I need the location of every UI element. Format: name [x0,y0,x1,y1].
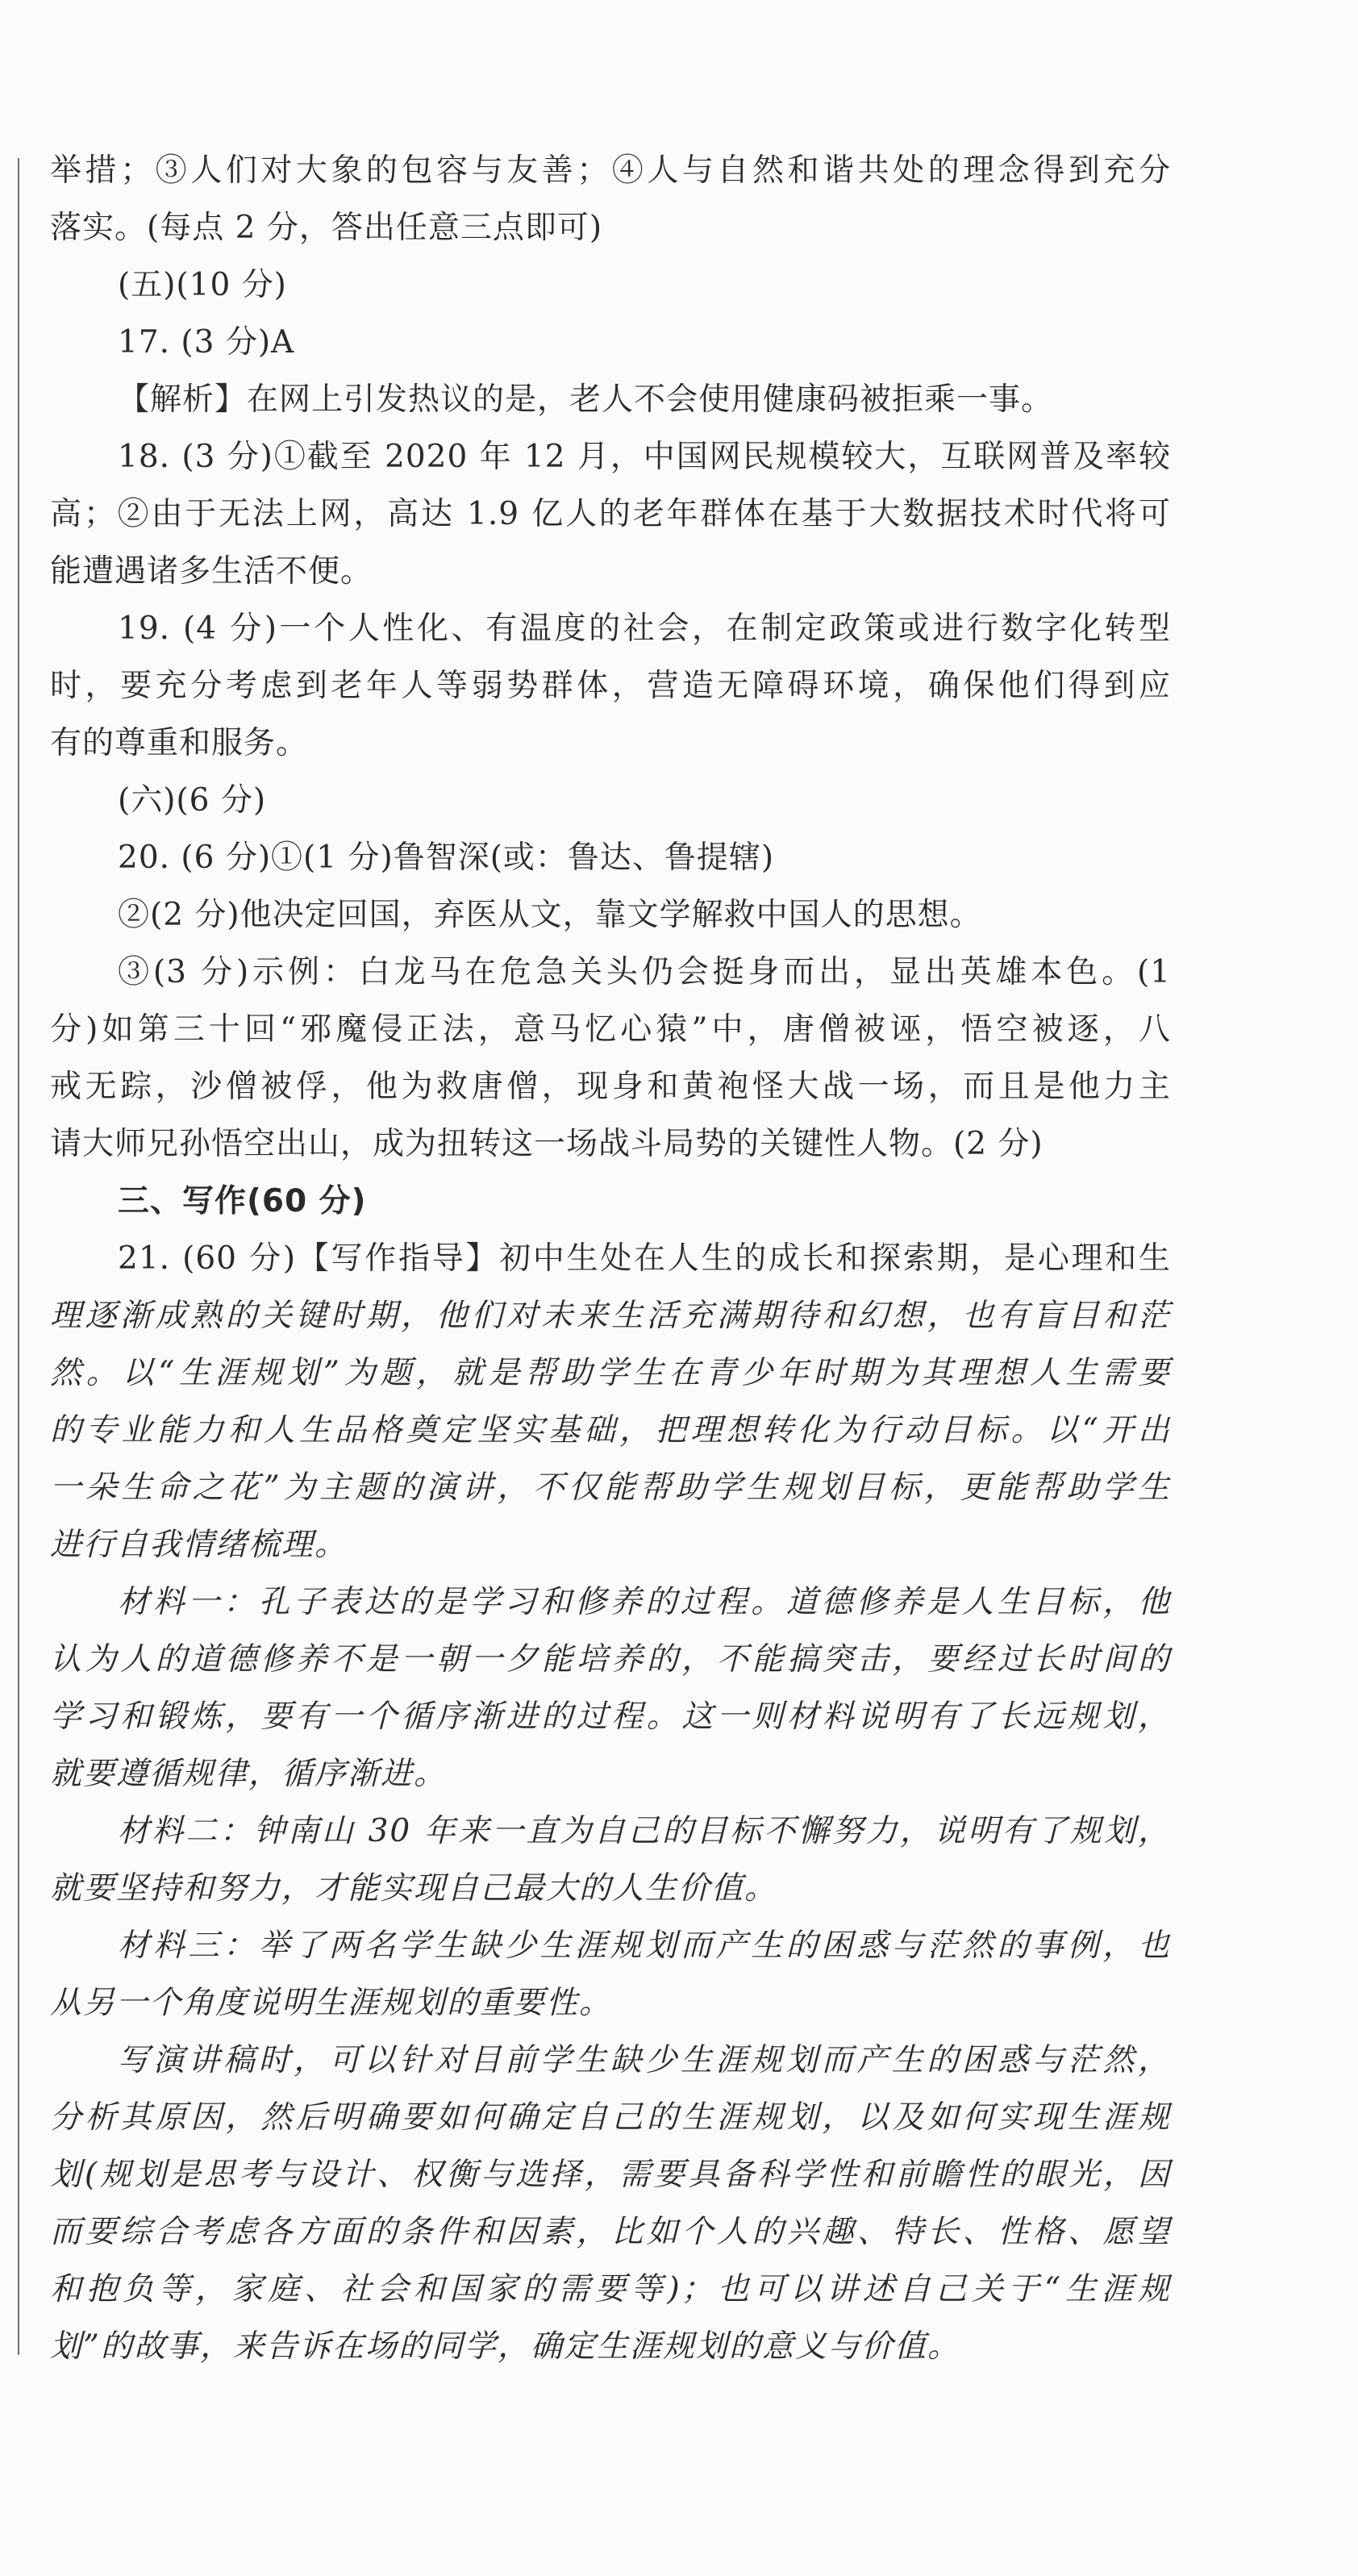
section-heading: (六)(6 分) [118,782,267,819]
section-heading: (五)(10 分) [118,267,287,303]
question-answer: 20. (6 分)①(1 分)鲁智深(或：鲁达、鲁提辖) [118,840,775,876]
text-line: 请大师兄孙悟空出山，成为扭转这一场战斗局势的关键性人物。(2 分) [50,1126,1043,1162]
text-line: 材料一：孔子表达的是学习和修养的过程。道德修养是人生目标，他 [118,1584,1171,1620]
text-line: 学习和锻炼，要有一个循序渐进的过程。这一则材料说明有了长远规划， [50,1699,1171,1735]
text-line: 然。以“生涯规划”为题，就是帮助学生在青少年时期为其理想人生需要 [50,1355,1171,1391]
text-line: 分)如第三十回“邪魔侵正法，意马忆心猿”中，唐僧被诬，悟空被逐，八 [50,1011,1171,1048]
text-line: 理逐渐成熟的关键时期，他们对未来生活充满期待和幻想，也有盲目和茫 [50,1298,1171,1334]
text-line: 一朵生命之花”为主题的演讲，不仅能帮助学生规划目标，更能帮助学生 [50,1469,1171,1506]
text-line: ③(3 分)示例：白龙马在危急关头仍会挺身而出，显出英雄本色。(1 [118,954,1171,990]
text-line: 划”的故事，来告诉在场的同学，确定生涯规划的意义与价值。 [50,2328,960,2365]
section-heading: 三、写作(60 分) [118,1183,367,1219]
text-line: 分析其原因，然后明确要如何确定自己的生涯规划，以及如何实现生涯规 [50,2099,1171,2136]
text-line: 举措；③人们对大象的包容与友善；④人与自然和谐共处的理念得到充分 [50,152,1171,189]
text-line: 材料三：举了两名学生缺少生涯规划而产生的困惑与茫然的事例，也 [118,1928,1171,1964]
text-line: 落实。(每点 2 分，答出任意三点即可) [50,210,603,246]
text-line: 认为人的道德修养不是一朝一夕能培养的，不能搞突击，要经过长时间的 [50,1641,1171,1678]
text-line: 高；②由于无法上网，高达 1.9 亿人的老年群体在基于大数据技术时代将可 [50,496,1171,532]
text-line: 而要综合考虑各方面的条件和因素，比如个人的兴趣、特长、性格、愿望 [50,2214,1171,2250]
margin-rule [18,158,19,2355]
question-answer: 19. (4 分)一个人性化、有温度的社会，在制定政策或进行数字化转型 [118,611,1171,647]
analysis-line: 【解析】在网上引发热议的是，老人不会使用健康码被拒乘一事。 [118,381,1054,418]
text-line: 划(规划是思考与设计、权衡与选择，需要具备科学性和前瞻性的眼光，因 [50,2157,1171,2193]
text-line: 从另一个角度说明生涯规划的重要性。 [50,1985,613,2021]
text-line: 的专业能力和人生品格奠定坚实基础，把理想转化为行动目标。以“开出 [50,1412,1171,1448]
text-line: 进行自我情绪梳理。 [50,1527,348,1563]
question-answer: 21. (60 分)【写作指导】初中生处在人生的成长和探索期，是心理和生 [118,1240,1171,1277]
text-line: 能遭遇诸多生活不便。 [50,553,373,590]
question-answer: 18. (3 分)①截至 2020 年 12 月，中国网民规模较大，互联网普及率较 [118,439,1171,475]
text-line: 有的尊重和服务。 [50,725,309,761]
text-line: 材料二：钟南山 30 年来一直为自己的目标不懈努力，说明有了规划， [118,1813,1171,1849]
text-line: 戒无踪，沙僧被俘，他为救唐僧，现身和黄袍怪大战一场，而且是他力主 [50,1069,1171,1105]
text-line: ②(2 分)他决定回国，弃医从文，靠文学解救中国人的思想。 [118,897,982,933]
text-line: 和抱负等，家庭、社会和国家的需要等)；也可以讲述自己关于“生涯规 [50,2271,1171,2307]
text-line: 就要坚持和努力，才能实现自己最大的人生价值。 [50,1870,778,1907]
text-line: 就要遵循规律，循序渐进。 [50,1756,448,1792]
question-answer: 17. (3 分)A [118,324,295,361]
text-line: 写演讲稿时，可以针对目前学生缺少生涯规划而产生的困惑与茫然， [118,2042,1171,2078]
answer-page [50,142,1171,2375]
text-line: 时，要充分考虑到老年人等弱势群体，营造无障碍环境，确保他们得到应 [50,668,1171,704]
